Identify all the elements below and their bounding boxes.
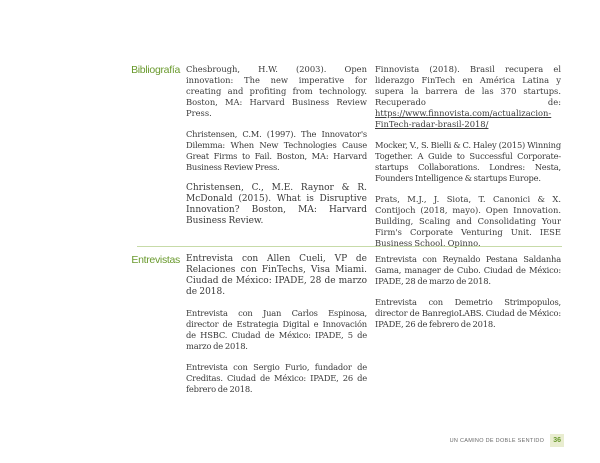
footer-title: UN CAMINO DE DOBLE SENTIDO (449, 437, 545, 444)
bibliografia-column-right (375, 64, 561, 259)
page-number: 36 (550, 434, 564, 447)
entrevistas-column-left (186, 254, 367, 405)
reference-chesbrough: Chesbrough, H.W. (2003). Open innovation: The new imperative for creating and profiting from technology. Boston, MA: Harvard Business Review Press. (186, 64, 367, 118)
bibliografia-column-left (186, 64, 367, 237)
reference-finnovista-text: Finnovista (2018). Brasil recupera el liderazgo FinTech en América Latina y supera la barrera de las 370 startups. Recuperado de: (375, 64, 561, 107)
reference-finnovista (375, 64, 561, 130)
reference-prats: Prats, M.J., J. Siota, T. Canonici & X. Contijoch (2018, mayo). Open Innovation. Building, Scaling and Consolidating Your Firm's Corporate Venturing Unit. IESE Business School, Opinno. (375, 194, 561, 248)
interview-cueli: Entrevista con Allen Cueli, VP de Relaciones con FinTechs, Visa Miami. Ciudad de México: IPADE, 28 de marzo de 2018. (186, 254, 367, 297)
interview-furio: Entrevista con Sergio Furio, fundador de Creditas. Ciudad de México: IPADE, 26 de febrero de 2018. (186, 362, 367, 394)
reference-christensen-2015: Christensen, C., M.E. Raynor & R. McDonald (2015). What is Disruptive Innovation? Boston, MA: Harvard Business Review. (186, 183, 367, 226)
reference-mocker: Mocker, V., S. Bielli & C. Haley (2015) Winning Together. A Guide to Successful Corporate-startups Collaborations. Londres: Nesta, Founders Intelligence & startups Europe. (375, 140, 561, 183)
entrevistas-column-right (375, 254, 561, 340)
finnovista-link[interactable]: https://www.finnovista.com/actualizacion-FinTech-radar-brasil-2018/ (375, 108, 552, 129)
section-label-entrevistas: Entrevistas (131, 254, 180, 266)
interview-strimpopulos: Entrevista con Demetrio Strimpopulos, director de BanregioLABS. Ciudad de México: IPADE, 26 de febrero de 2018. (375, 297, 561, 329)
interview-espinosa: Entrevista con Juan Carlos Espinosa, director de Estrategia Digital e Innovación de HSBC. Ciudad de México: IPADE, 5 de marzo de 2018. (186, 308, 367, 351)
reference-christensen-1997: Christensen, C.M. (1997). The Innovator's Dilemma: When New Technologies Cause Great Firms to Fail. Boston, MA: Harvard Business Review Press. (186, 129, 367, 172)
section-label-bibliografia: Bibliografía (131, 64, 180, 76)
interview-pestana: Entrevista con Reynaldo Pestana Saldanha Gama, manager de Cubo. Ciudad de México: IPADE, 28 de marzo de 2018. (375, 254, 561, 286)
page-footer (450, 434, 564, 447)
section-divider (137, 246, 562, 247)
